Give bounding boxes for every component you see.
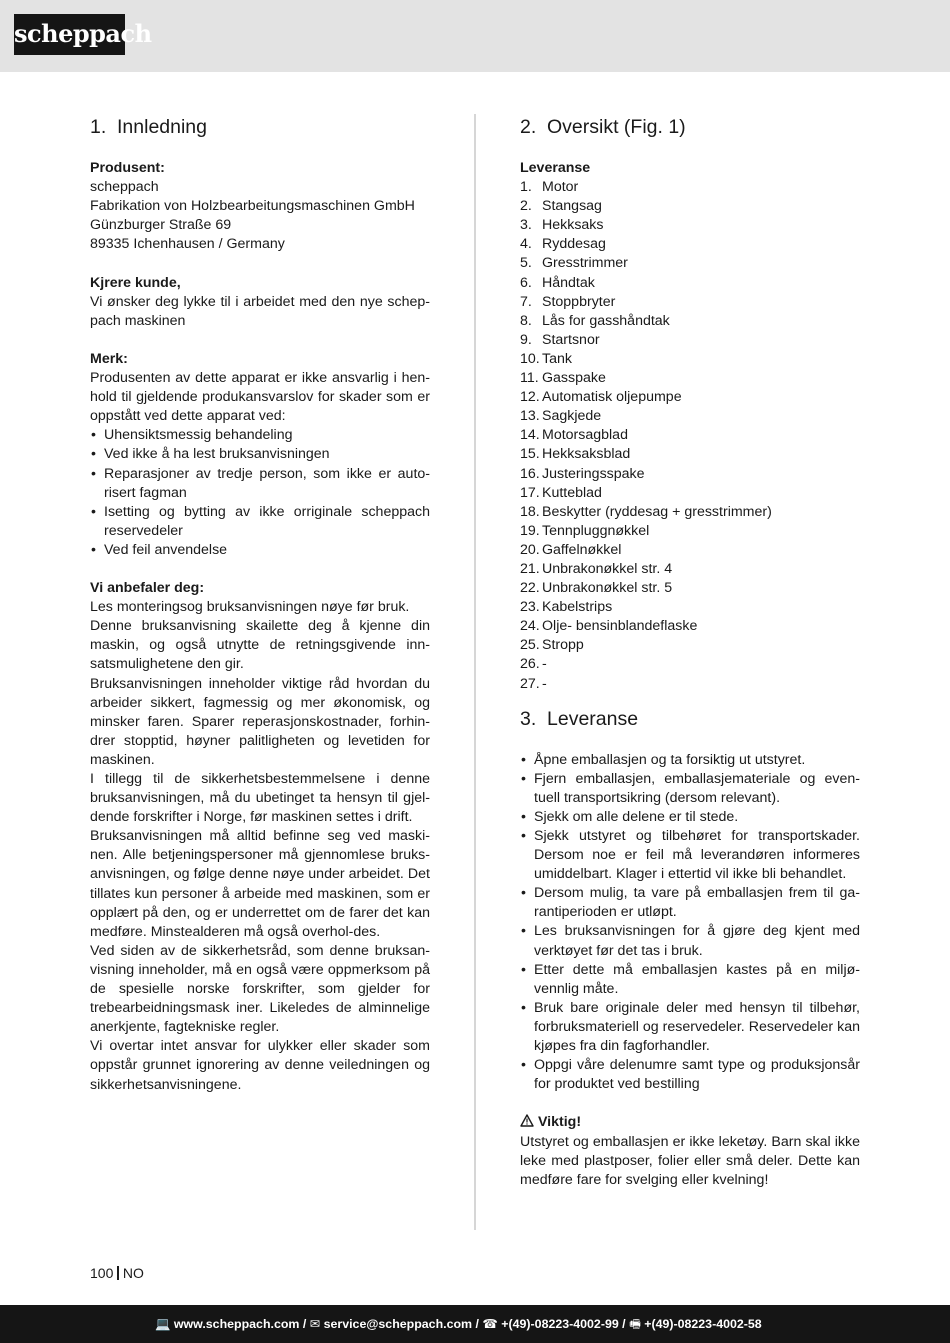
part-item: 20. Gaffelnøkkel [520, 541, 622, 558]
section-heading-introduction: 1. Innledning [90, 116, 207, 138]
part-item: 4. Ryddesag [520, 236, 606, 253]
part-item: 14. Motorsagblad [520, 427, 628, 444]
section-heading-overview: 2. Oversikt (Fig. 1) [520, 116, 686, 138]
paragraph: Bruksanvisningen inneholder viktige råd hvordan du arbeider sikkert, fagmessig og mer økonomisk, og minsker faren. Sparer reperasjonskostnader, forhin-drer stopptid, høyner palitligheten og levetiden for maskinen. [90, 675, 430, 768]
email-link[interactable]: service@scheppach.com [323, 1317, 473, 1331]
part-item: 1. Motor [520, 179, 579, 196]
paragraph: Vi overtar intet ansvar for ulykker eller skader som oppstår grunnet ignorering av denne veiledningen og sikkerhetsanvisningene. [90, 1038, 430, 1093]
recommend-label: Vi anbefaler deg: [90, 580, 205, 597]
dear-customer-text: Vi ønsker deg lykke til i arbeidet med den nye schep-pach maskinen [90, 293, 430, 329]
part-item: 7. Stoppbryter [520, 293, 616, 310]
part-item: 24. Olje- bensinblandeflaske [520, 618, 698, 635]
phone-number: +(49)-08223-4002-99 [501, 1317, 619, 1331]
list-item: • Ved ikke å ha lest bruksanvisningen [90, 445, 430, 464]
list-item: • Sjekk om alle delene er til stede. [520, 808, 860, 827]
list-item: • Fjern emballasjen, emballasjemateriale og even-tuell transportsikring (dersom relevant). [520, 770, 860, 808]
list-item: • Etter dette må emballasjen kastes på en miljø-vennlig måte. [520, 961, 860, 999]
part-item: 11. Gasspake [520, 370, 606, 387]
part-item: 2. Stangsag [520, 198, 602, 215]
email-icon: ✉ [309, 1317, 321, 1331]
paragraph: I tillegg til de sikkerhetsbestemmelsene i denne bruksanvisningen, må du ubetinget ta hensyn til gjel-dende forskrifter i Norge, før maskinen settes i drift. [90, 771, 430, 826]
part-item: 27. - [520, 675, 547, 692]
dear-customer-label: Kjrere kunde, [90, 274, 181, 291]
part-item: 12. Automatisk oljepumpe [520, 389, 682, 406]
parts-list [520, 178, 860, 694]
column-divider [474, 114, 476, 1230]
part-item: 15. Hekksaksblad [520, 446, 631, 463]
part-item: 22. Unbrakonøkkel str. 5 [520, 580, 673, 597]
paragraph: Ved siden av de sikkerhetsråd, som denne bruksan-visning inneholder, må en også være oppmerksom på de spesielle norske forskrifter, som gjelder for trebearbeidningsmask iner. Likeledes de alminnelige anerkjente, fagtekniske regler. [90, 942, 430, 1036]
fax-number: +(49)-08223-4002-58 [644, 1317, 762, 1331]
list-item: • Isetting og bytting av ikke orriginale scheppach reservedeler [90, 503, 430, 541]
part-item: 3. Hekksaks [520, 217, 604, 234]
part-item: 17. Kutteblad [520, 484, 602, 501]
computer-icon: 💻 [155, 1317, 171, 1331]
right-column [520, 114, 860, 1190]
paragraph: Les monteringsog bruksanvisningen nøye før bruk. [90, 599, 410, 616]
producer-label: Produsent: [90, 160, 165, 176]
list-item: • Dersom mulig, ta vare på emballasjen frem til ga-rantiperioden er utløpt. [520, 884, 860, 922]
part-item: 13. Sagkjede [520, 408, 602, 425]
part-item: 8. Lås for gasshåndtak [520, 312, 670, 329]
list-item: • Bruk bare originale deler med hensyn til tilbehør, forbruksmateriell og reservedeler. Reservedeler kan kjøpes fra din fagforhandler. [520, 999, 860, 1056]
list-item: • Reparasjoner av tredje person, som ikke er auto-risert fagman [90, 465, 430, 503]
part-item: 21. Unbrakonøkkel str. 4 [520, 560, 673, 577]
delivery-contents-label: Leveranse [520, 160, 591, 176]
producer-address: scheppach Fabrikation von Holzbearbeitungsmaschinen GmbH Günzburger Straße 69 89335 Ichenhausen / Germany [90, 179, 415, 253]
page-number: 100 NO [90, 1265, 144, 1281]
paragraph: Denne bruksanvisning skailette deg å kjenne din maskin, og også utnytte de retningsgivende inn-satsmulighetene den gir. [90, 618, 430, 673]
part-item: 25. Stropp [520, 637, 584, 654]
header-bar [0, 0, 950, 72]
note-text: Produsenten av dette apparat er ikke ansvarlig i hen-hold til gjeldende produkansvarslov for skader som er oppstått ved dette apparat ved: [90, 370, 430, 425]
list-item: • Sjekk utstyret og tilbehøret for transportskader. Dersom noe er feil må leverandøren informeres umiddelbart. Klager i ettertid vil ikke bli behandlet. [520, 827, 860, 884]
part-item: 23. Kabelstrips [520, 599, 613, 616]
list-item: • Uhensiktsmessig behandeling [90, 426, 430, 445]
part-item: 5. Gresstrimmer [520, 255, 628, 272]
list-item: • Oppgi våre delenumre samt type og produksjonsår for produktet ved bestilling [520, 1056, 860, 1094]
important-heading: Viktig! [520, 1113, 860, 1132]
fax-icon: 🖷 [629, 1317, 641, 1331]
delivery-steps-list [520, 751, 860, 1095]
list-item: • Åpne emballasjen og ta forsiktig ut utstyret. [520, 751, 860, 770]
part-item: 16. Justeringsspake [520, 465, 645, 482]
scheppach-logo: scheppach [14, 14, 125, 55]
left-column [90, 114, 430, 1095]
contact-bar: 💻 www.scheppach.com / ✉ service@scheppach.com / ☎ +(49)-08223-4002-99 / 🖷 +(49)-08223-4002-58 [0, 1305, 950, 1343]
part-item: 9. Startsnor [520, 331, 600, 348]
note-label: Merk: [90, 350, 128, 367]
important-text: Utstyret og emballasjen er ikke leketøy. Barn skal ikke leke med plastposer, folier eller små deler. Dette kan medføre fare for svelging eller kvelning! [520, 1133, 860, 1188]
part-item: 6. Håndtak [520, 274, 595, 291]
part-item: 19. Tennpluggnøkkel [520, 522, 650, 539]
part-item: 26. - [520, 656, 547, 673]
warning-triangle-icon [520, 1114, 534, 1130]
list-item: • Les bruksanvisningen for å gjøre deg kjent med verktøyet før det tas i bruk. [520, 922, 860, 960]
note-list [90, 426, 430, 560]
website-link[interactable]: www.scheppach.com [173, 1317, 300, 1331]
section-heading-delivery: 3. Leveranse [520, 707, 639, 730]
paragraph: Bruksanvisningen må alltid befinne seg ved maski-nen. Alle betjeningspersoner må gjennomlese bruks-anvisningen, og følge denne nøye under arbeidet. Det tillates kun personer å arbeide med maskinen, som er opplært på den, og er underrettet om de farer det kan medføre. Minstealderen må også overhol-des. [90, 828, 430, 940]
phone-icon: ☎ [482, 1317, 498, 1331]
list-item: • Ved feil anvendelse [90, 541, 430, 560]
part-item: 10. Tank [520, 350, 572, 367]
part-item: 18. Beskytter (ryddesag + gresstrimmer) [520, 503, 772, 520]
